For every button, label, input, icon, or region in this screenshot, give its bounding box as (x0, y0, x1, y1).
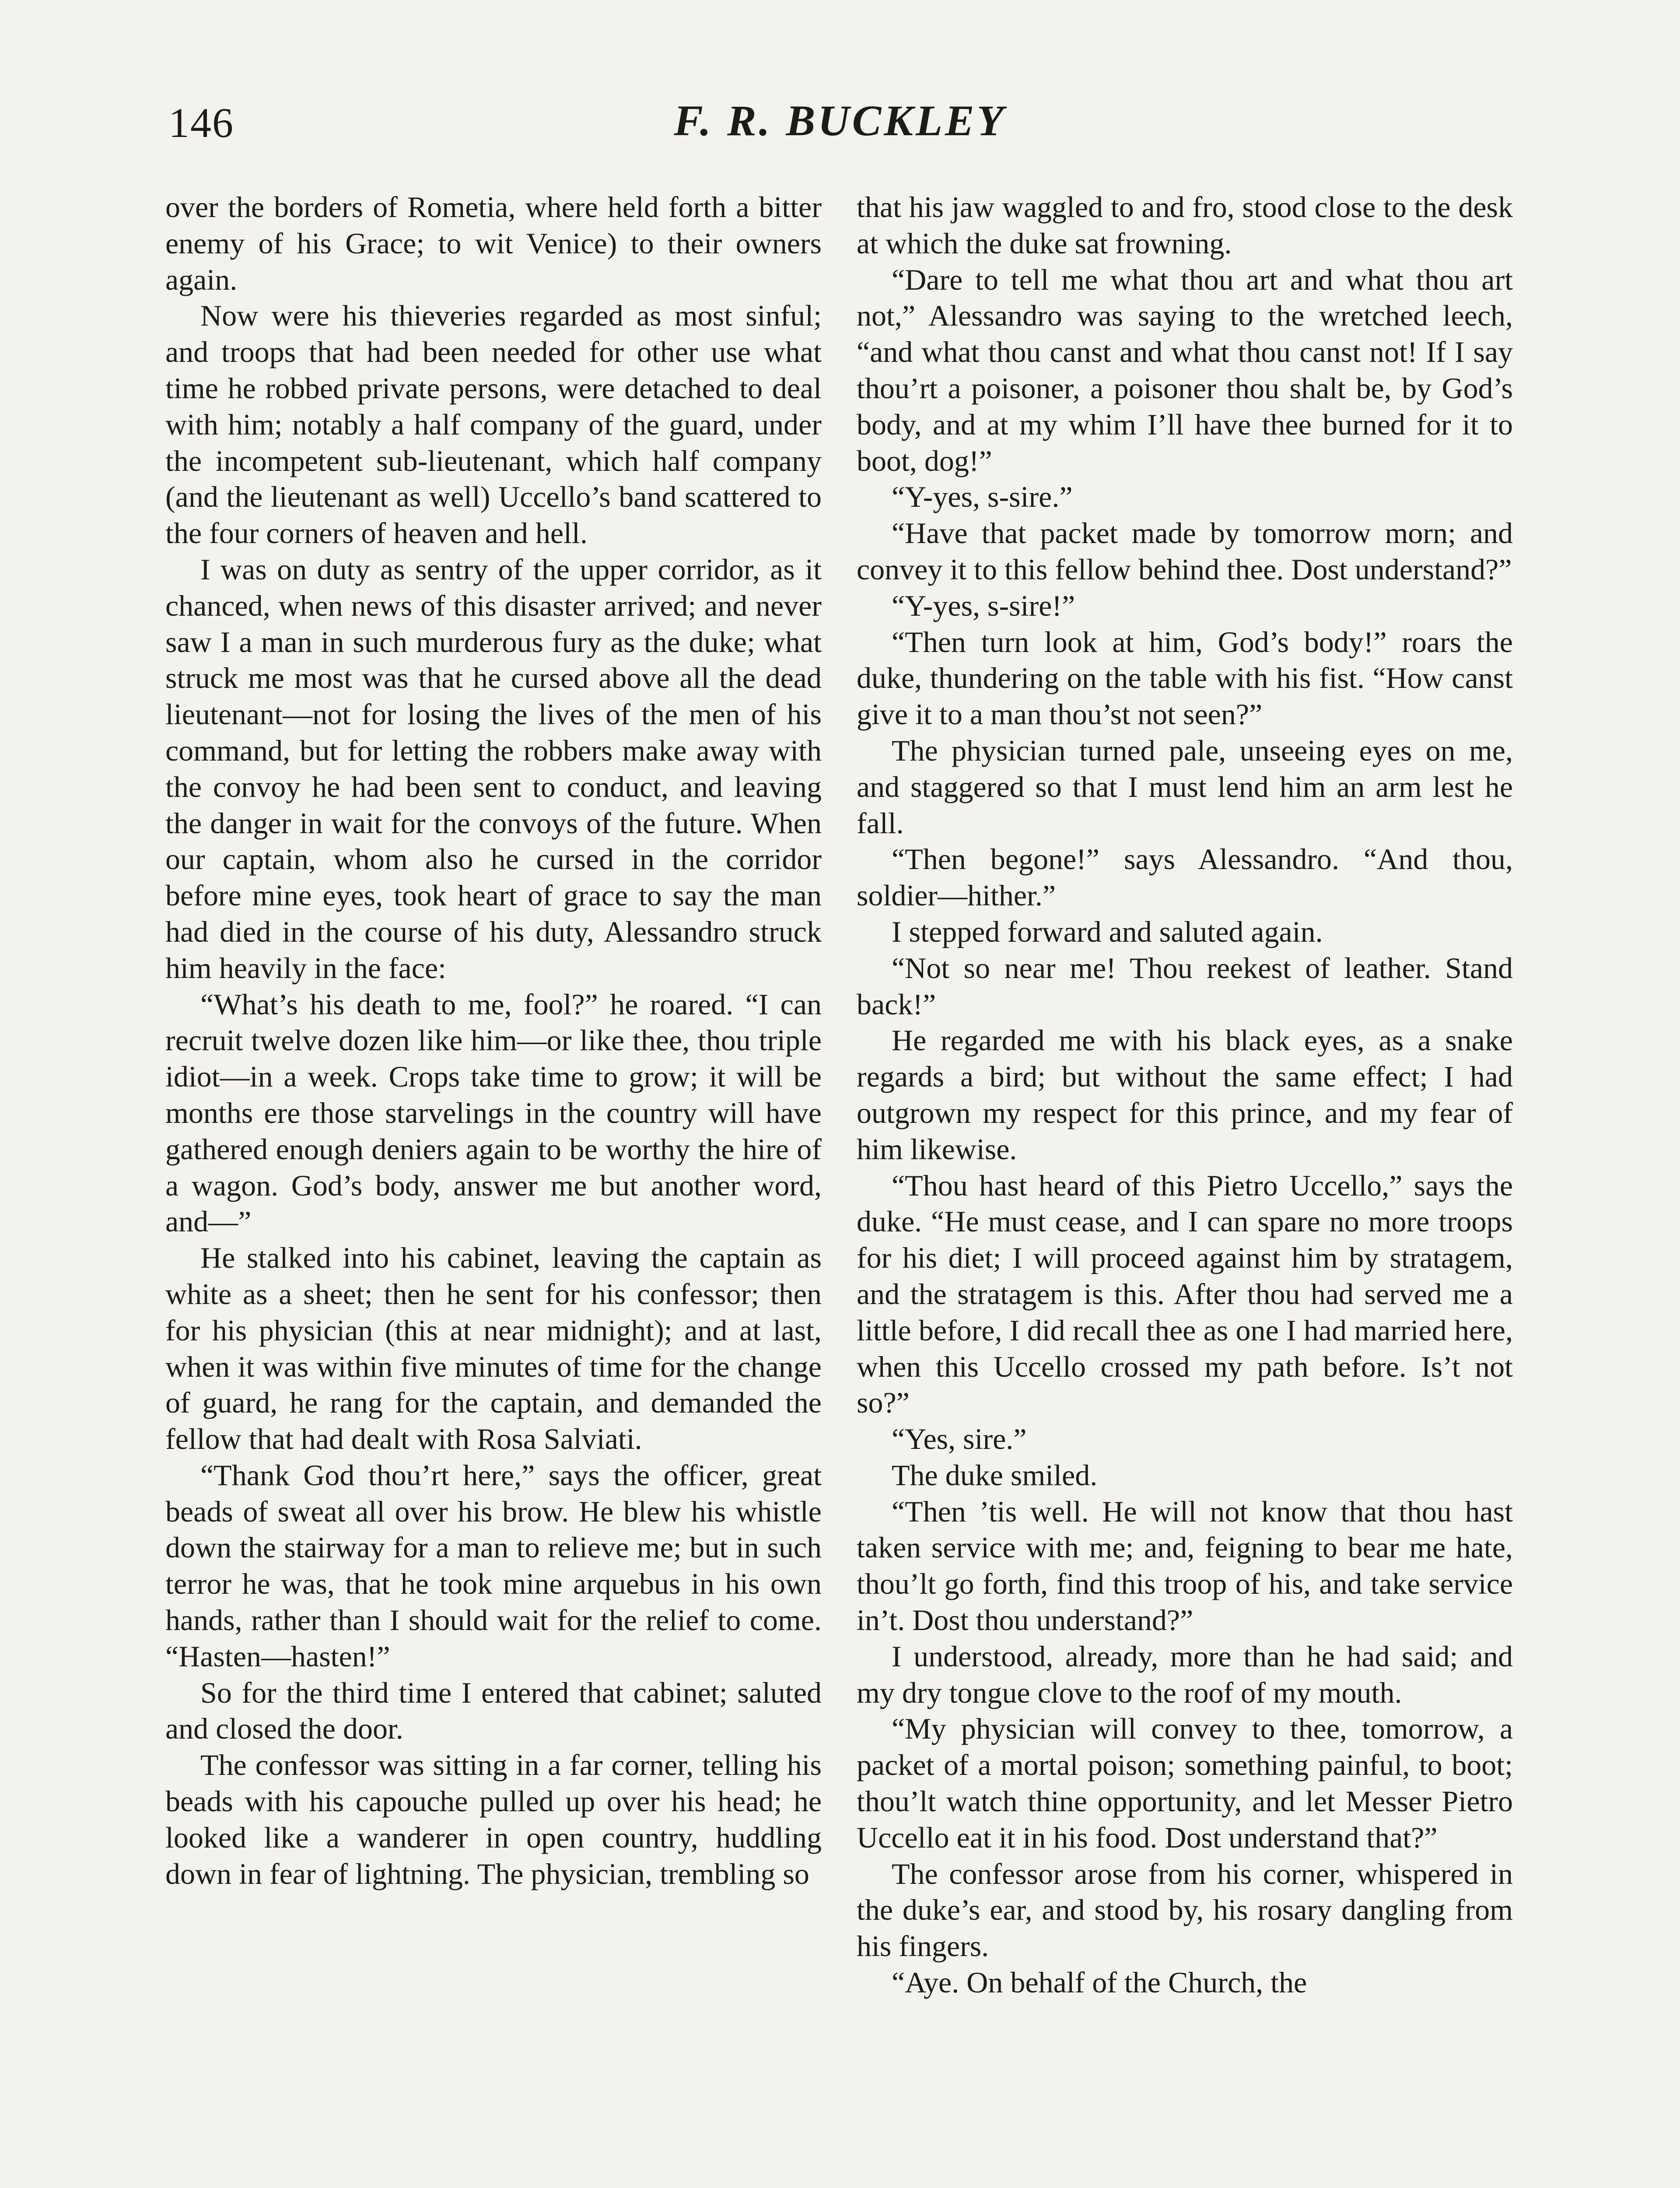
paragraph: “Then begone!” says Alessandro. “And thou, soldier—hither.” (857, 842, 1513, 912)
paragraph: “Y-yes, s-sire.” (892, 480, 1073, 514)
paragraph: The duke smiled. (892, 1458, 1098, 1492)
paragraph: “Y-yes, s-sire!” (892, 589, 1075, 622)
paragraph: So for the third time I entered that cabinet; saluted and closed the door. (165, 1676, 822, 1746)
paragraph: that his jaw waggled to and fro, stood close to the desk at which the duke sat frowning. (857, 190, 1513, 260)
paragraph: “Dare to tell me what thou art and what thou art not,” Alessandro was saying to the wretched leech, “and what thou canst and what thou canst not! If I say thou’rt a poisoner, a poisoner thou shalt be, by God’s body, and at my whim I’ll have thee burned for it to boot, dog!” (857, 263, 1513, 477)
paragraph: I stepped forward and saluted again. (892, 915, 1323, 948)
paragraph: “Then ’tis well. He will not know that thou hast taken service with me; and, feigning to bear me hate, thou’lt go forth, find this troop of his, and take service in’t. Dost thou understand?” (857, 1494, 1513, 1637)
right-column (857, 189, 1513, 2001)
paragraph: The confessor arose from his corner, whispered in the duke’s ear, and stood by, his rosary dangling from his fingers. (857, 1857, 1513, 1963)
running-head-author: F. R. BUCKLEY (674, 96, 1006, 145)
paragraph: He stalked into his cabinet, leaving the captain as white as a sheet; then he sent for his confessor; then for his physician (this at near midnight); and at last, when it was within five minutes of time for the change of guard, he rang for the captain, and demanded the fellow that had dealt with Rosa Salviati. (165, 1241, 822, 1456)
paragraph: “Not so near me! Thou reekest of leather. Stand back!” (857, 951, 1513, 1021)
paragraph: I understood, already, more than he had said; and my dry tongue clove to the roof of my mouth. (857, 1639, 1513, 1709)
paragraph: “Have that packet made by tomorrow morn; and convey it to this fellow behind thee. Dost understand?” (857, 516, 1513, 586)
paragraph: “Thank God thou’rt here,” says the officer, great beads of sweat all over his brow. He blew his whistle down the stairway for a man to relieve me; but in such terror he was, that he took mine arquebus in his own hands, rather than I should wait for the relief to come. “Hasten—hasten!” (165, 1458, 822, 1673)
paragraph: “Aye. On behalf of the Church, the (892, 1966, 1307, 1999)
paragraph: The confessor was sitting in a far corner, telling his beads with his capouche pulled up over his head; he looked like a wanderer in open country, huddling down in fear of lightning. The physician, trembling so (165, 1748, 822, 1890)
paragraph: He regarded me with his black eyes, as a snake regards a bird; but without the same effect; I had outgrown my respect for this prince, and my fear of him likewise. (857, 1024, 1513, 1166)
paragraph: The physician turned pale, unseeing eyes on me, and staggered so that I must lend him an arm lest he fall. (857, 733, 1513, 840)
paragraph: “Thou hast heard of this Pietro Uccello,” says the duke. “He must cease, and I can spare no more troops for his diet; I will proceed against him by stratagem, and the stratagem is this. After thou had served me a little before, I did recall thee as one I had married here, when this Uccello crossed my path before. Is’t not so?” (857, 1168, 1513, 1420)
page-number: 146 (168, 99, 234, 146)
left-column (165, 189, 822, 1892)
paragraph: “Then turn look at him, God’s body!” roars the duke, thundering on the table with his fist. “How canst give it to a man thou’st not seen?” (857, 625, 1513, 731)
paragraph: I was on duty as sentry of the upper corridor, as it chanced, when news of this disaster arrived; and never saw I a man in such murderous fury as the duke; what struck me most was that he cursed above all the dead lieutenant—not for losing the lives of the men of his command, but for letting the robbers make away with the convoy he had been sent to conduct, and leaving the danger in wait for the convoys of the future. When our captain, whom also he cursed in the corridor before mine eyes, took heart of grace to say the man had died in the course of his duty, Alessandro struck him heavily in the face: (165, 552, 822, 985)
paragraph: “My physician will convey to thee, tomorrow, a packet of a mortal poison; something painful, to boot; thou’lt watch thine opportunity, and let Messer Pietro Uccello eat it in his food. Dost understand that?” (857, 1712, 1513, 1854)
paragraph: Now were his thieveries regarded as most sinful; and troops that had been needed for other use what time he robbed private persons, were detached to deal with him; notably a half company of the guard, under the incompetent sub-lieutenant, which half company (and the lieutenant as well) Uccello’s band scattered to the four corners of heaven and hell. (165, 299, 822, 550)
paragraph: over the borders of Rometia, where held forth a bitter enemy of his Grace; to wit Venice) to their owners again. (165, 190, 822, 296)
paragraph: “What’s his death to me, fool?” he roared. “I can recruit twelve dozen like him—or like thee, thou triple idiot—in a week. Crops take time to grow; it will be months ere those starvelings in the country will have gathered enough deniers again to be worthy the hire of a wagon. God’s body, answer me but another word, and—” (165, 987, 822, 1238)
paragraph: “Yes, sire.” (892, 1422, 1027, 1456)
